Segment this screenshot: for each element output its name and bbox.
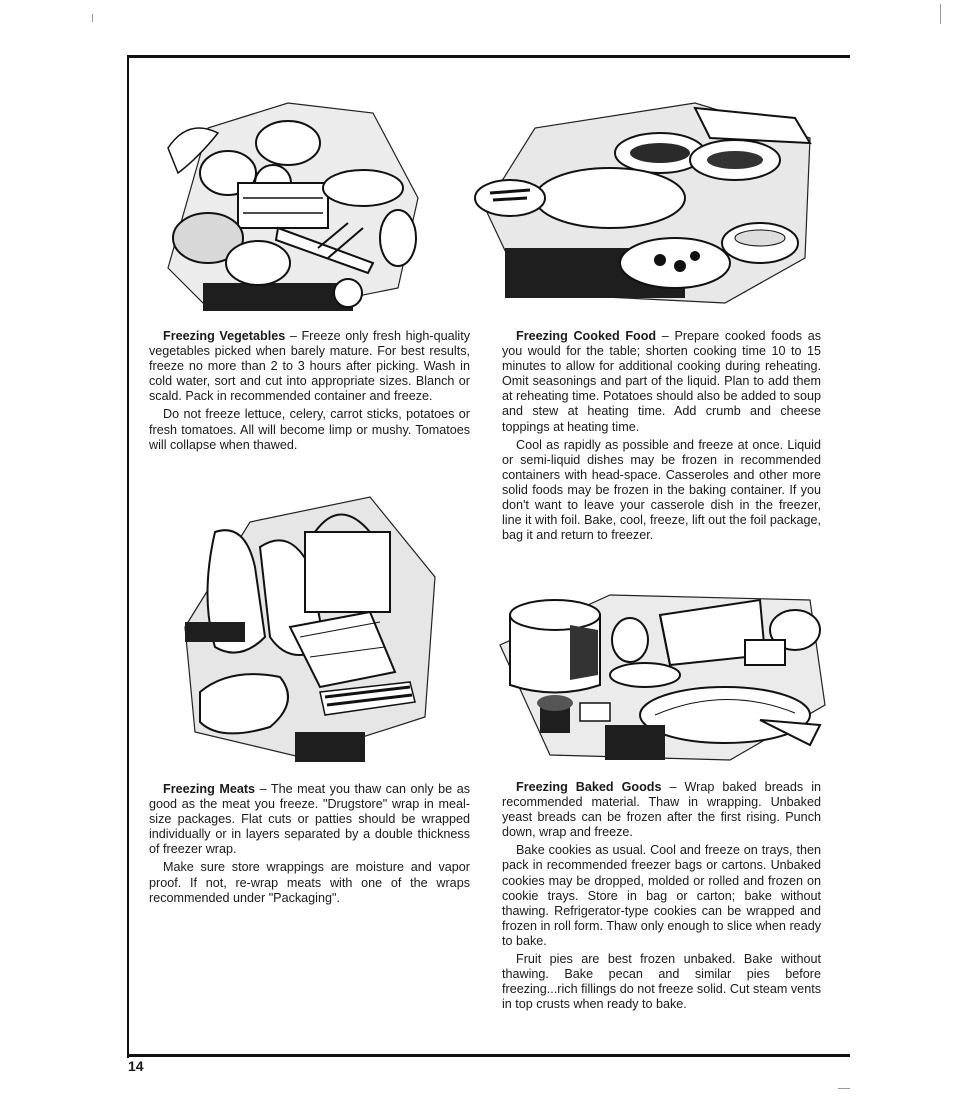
bottom-rule — [127, 1054, 850, 1057]
vegetables-section — [149, 329, 470, 453]
section-heading: Freezing Baked Goods — [516, 780, 662, 794]
scan-mark — [940, 4, 941, 24]
section-paragraph: Do not freeze lettuce, celery, carrot sticks, potatoes or fresh tomatoes. All will become limp or mushy. Tomatoes will collapse when thawed. — [149, 407, 470, 452]
section-heading: Freezing Meats — [163, 782, 256, 796]
page-number: 14 — [128, 1058, 144, 1074]
top-rule — [127, 55, 850, 58]
cooked-food-drawing — [465, 98, 825, 313]
cooked-food-illustration — [465, 98, 825, 313]
section-heading: Freezing Vegetables — [163, 329, 286, 343]
section-paragraph: Make sure store wrappings are moisture and vapor proof. If not, re-wrap meats with one of the wraps recommended under "Packaging". — [149, 860, 470, 905]
meats-drawing — [170, 487, 445, 762]
left-rule — [127, 55, 129, 1058]
scan-mark — [92, 14, 93, 22]
baked-goods-section — [502, 780, 821, 1012]
baked-goods-drawing — [490, 585, 830, 765]
scan-mark — [838, 1088, 850, 1089]
meats-section — [149, 782, 470, 906]
meats-illustration — [170, 487, 445, 762]
section-paragraph: – Wrap baked breads in recommended material. Thaw in wrapping. Unbaked yeast breads can be frozen after the first rising. Punch down, wrap and freeze. — [502, 780, 821, 840]
section-paragraph: – The meat you thaw can only be as good as the meat you freeze. "Drugstore" wrap in meal-size packages. Flat cuts or patties should be wrapped individually or in layers separated by a double thickness of freezer wrap. — [149, 782, 471, 857]
vegetables-drawing — [148, 88, 423, 313]
section-paragraph: Bake cookies as usual. Cool and freeze on trays, then pack in recommended freezer bags or cartons. Unbaked cookies may be dropped, molded or rolled and frozen on cookie trays. Store in bag or carton; bake without thawing. Refrigerator-type cookies can be wrapped and frozen in roll form. Thaw only enough to slice when ready to bake. — [502, 843, 821, 948]
section-paragraph: Fruit pies are best frozen unbaked. Bake without thawing. Bake pecan and similar pies before freezing...rich fillings do not freeze solid. Cut steam vents in top crusts when ready to bake. — [502, 952, 821, 1012]
section-paragraph: – Freeze only fresh high-quality vegetables picked when barely mature. For best results, freeze no more than 2 to 3 hours after picking. Wash in cold water, sort and cut into appropriate sizes. Blanch or scald. Pack in recommended container and freeze. — [149, 329, 470, 404]
cooked-food-section — [502, 329, 821, 543]
baked-goods-illustration — [490, 585, 830, 765]
section-heading: Freezing Cooked Food — [516, 329, 657, 343]
section-paragraph: Cool as rapidly as possible and freeze at once. Liquid or semi-liquid dishes may be frozen in recommended containers with head-space. Casseroles and other more solid foods may be frozen in the baking container. If you don't want to leave your casserole dish in the freezer, line it with foil. Bake, cool, freeze, lift out the foil package, bag it and return to freezer. — [502, 437, 821, 543]
vegetables-illustration — [148, 88, 423, 313]
section-paragraph: – Prepare cooked foods as you would for the table; shorten cooking time 10 to 15 minutes to allow for additional cooking during reheating. Omit seasonings and part of the liquid. Plan to add them at reheating time. Potatoes should also be added to soup and stew at heating time. Add crumb and cheese toppings at heating time. — [502, 329, 821, 434]
